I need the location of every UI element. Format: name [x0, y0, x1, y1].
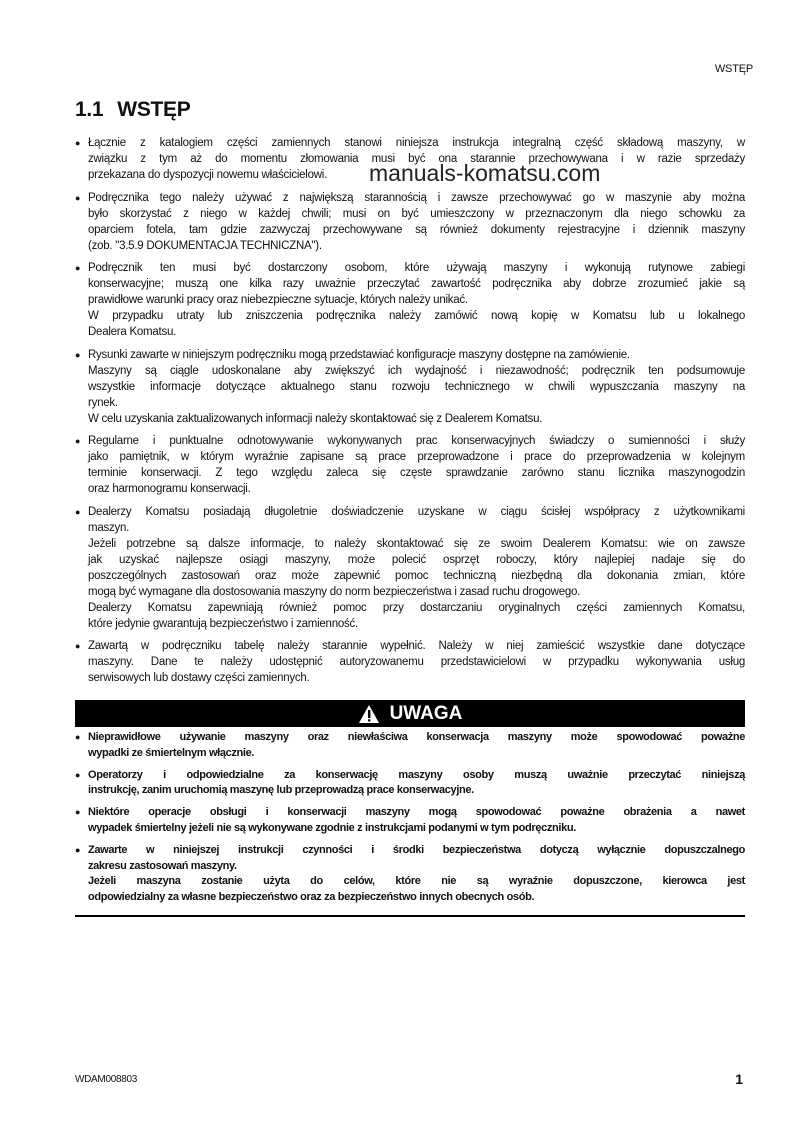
text-line: Regularne i punktualne odnotowywanie wykonywanych prac konserwacyjnych świadczy o sumienności i służy	[88, 435, 745, 447]
bullet-icon: ●	[75, 641, 81, 651]
bullet-icon: ●	[75, 807, 81, 818]
text-line: odpowiedzialny za własne bezpieczeństwo oraz za bezpieczeństwo innych obecnych osób.	[88, 891, 535, 904]
text-line: W celu uzyskania zaktualizowanych informacji należy skontaktować się z Dealerem Komatsu.	[88, 412, 543, 425]
text-line: Dealerzy Komatsu zapewniają również pomoc przy dostarczaniu oryginalnych części zamiennych Komatsu,	[88, 601, 745, 614]
bullet-item	[75, 347, 745, 427]
text-line: rynek.	[88, 396, 118, 409]
section-number: 1.1	[75, 98, 104, 121]
bullet-icon: ●	[75, 506, 81, 517]
bullet-icon: ●	[75, 844, 81, 855]
section-title: WSTĘP	[117, 98, 191, 121]
text-line: oparciem fotela, tam gdzie zazwyczaj przechowywane są również dokumenty rejestracyjne i dziennik maszyny	[88, 223, 745, 236]
bullet-item	[75, 260, 745, 340]
page-title	[75, 98, 190, 122]
text-line: Podręcznik ten musi być dostarczony osobom, które używają maszyny i wykonują rutynowe zabiegi	[88, 262, 745, 274]
intro-bullet-list	[75, 135, 745, 693]
text-line: wszystkie informacje dotyczące aktualnego stanu rozwoju technicznego w chwili wypuszczania maszyny na	[88, 380, 745, 393]
text-line: maszyn.	[88, 521, 130, 534]
bullet-item	[75, 638, 745, 686]
text-line: poszczególnych zastosowań oraz może zapewnić pomoc techniczną niezbędną dla dokonania zmian, które	[88, 569, 745, 582]
text-line: jako pamiętnik, w którym wyraźnie zapisane są prace przeprowadzone i prace do przeprowadzenia w kolejnym	[88, 451, 745, 463]
text-line: związku z tym aż do momentu złomowania musi być ona starannie przechowywana i w razie sprzedaży	[88, 153, 745, 165]
text-line: wypadki ze śmiertelnym włącznie.	[88, 746, 255, 759]
text-line: Podręcznika tego należy używać z największą starannością i zawsze przechowywać go w maszynie aby można	[88, 191, 745, 204]
warning-triangle-icon	[358, 704, 380, 724]
text-line: jak uzyskać najlepsze osiągi maszyny, może polecić osprzęt roboczy, który najlepiej nadaje się do	[88, 553, 745, 566]
document-code: WDAM008803	[75, 1074, 138, 1085]
text-line: Łącznie z katalogiem części zamiennych stanowi niniejsza instrukcja integralną część składową maszyny, w	[88, 137, 745, 149]
text-line: mogą być wymagane dla dostosowania maszyny do norm bezpieczeństwa i zasad ruchu drogowego.	[88, 585, 581, 598]
warning-label: UWAGA	[389, 702, 463, 724]
text-line: (zob. "3.5.9 DOKUMENTACJA TECHNICZNA").	[88, 239, 322, 252]
warning-banner	[75, 700, 745, 727]
bullet-icon: ●	[75, 769, 81, 780]
text-line: Operatorzy i odpowiedzialne za konserwację maszyny osoby muszą uważnie przeczytać niniejszą	[88, 768, 745, 781]
bullet-item	[75, 433, 745, 497]
bullet-item	[75, 768, 745, 800]
bullet-icon: ●	[75, 732, 81, 742]
page-number: 1	[735, 1071, 743, 1087]
bullet-item	[75, 190, 745, 254]
text-line: Niektóre operacje obsługi i konserwacji maszyny mogą spowodować poważne obrażenia a nawet	[88, 806, 745, 819]
text-line: terminie konserwacji. Z tego względu zaleca się częste sprawdzanie zarówno stanu licznika maszynogodzin	[88, 467, 745, 479]
text-line: zakresu zastosowań maszyny.	[88, 859, 237, 872]
text-line: Zawarte w niniejszej instrukcji czynności i środki bezpieczeństwa dotyczą wyłącznie dopuszczalnego	[88, 843, 745, 856]
text-line: prawidłowe warunki pracy oraz niebezpieczne sytuacje, których należy unikać.	[88, 294, 468, 306]
bullet-icon: ●	[75, 436, 81, 446]
bullet-item	[75, 504, 745, 632]
bullet-icon: ●	[75, 192, 81, 203]
text-line: przekazana do dyspozycji nowemu właścicielowi.	[88, 169, 328, 181]
text-line: było skorzystać z niego w każdej chwili; musi on być umieszczony w przeznaczonym dla niego schowku za	[88, 207, 745, 220]
text-line: Dealera Komatsu.	[88, 326, 177, 338]
bullet-item	[75, 730, 745, 762]
warning-bullet-list	[75, 730, 745, 912]
bullet-icon: ●	[75, 263, 81, 273]
text-line: Jeżeli maszyna zostanie użyta do celów, które nie są wyraźnie dopuszczone, kierowca jest	[88, 875, 745, 888]
text-line: Nieprawidłowe używanie maszyny oraz niewłaściwa konserwacja maszyny może spowodować poważne	[88, 731, 745, 743]
text-line: konserwacyjne; muszą one kilka razy uważnie przeczytać zawartość podręcznika aby dobrze zrozumieć jakie są	[88, 278, 745, 290]
text-line: które jedynie gwarantują bezpieczeństwo i zamienność.	[88, 617, 358, 630]
text-line: Zawartą w podręczniku tabelę należy starannie wypełnić. Należy w niej zamieścić wszystkie dane dotyczące	[88, 640, 745, 652]
divider	[75, 915, 745, 917]
text-line: Rysunki zawarte w niniejszym podręczniku mogą przedstawiać konfiguracje maszyny dostępne na zamówienie.	[88, 348, 630, 361]
watermark: manuals-komatsu.com	[369, 160, 601, 186]
text-line: serwisowych lub dostawy części zamiennych.	[88, 672, 310, 684]
text-line: Jeżeli potrzebne są dalsze informacje, to należy skontaktować się ze swoim Dealerem Komatsu: wie on zawsze	[88, 537, 745, 550]
text-line: W przypadku utraty lub zniszczenia podręcznika należy zamówić nową kopię w Komatsu lub u lokalnego	[88, 310, 745, 322]
bullet-icon: ●	[75, 138, 81, 148]
text-line: instrukcję, zanim uruchomią maszynę lub przeprowadzą prace konserwacyjne.	[88, 784, 474, 797]
bullet-item	[75, 805, 745, 837]
text-line: Maszyny są ciągle udoskonalane aby zwiększyć ich wydajność i niezawodność; podręcznik ten podsumowuje	[88, 364, 745, 377]
text-line: oraz harmonogramu konserwacji.	[88, 483, 251, 495]
text-line: maszyny. Dane te należy udostępnić autoryzowanemu przedstawicielowi w przypadku wykonywania usług	[88, 656, 745, 668]
text-line: wypadek śmiertelny jeżeli nie są wykonywane zgodnie z instrukcjami podanymi w tym podręczniku.	[88, 821, 576, 834]
bullet-icon: ●	[75, 349, 81, 360]
bullet-item	[75, 843, 745, 906]
running-header: WSTĘP	[714, 63, 753, 75]
text-line: Dealerzy Komatsu posiadają długoletnie doświadczenie uzyskane w ciągu ścisłej współpracy z użytkownikami	[88, 505, 745, 518]
